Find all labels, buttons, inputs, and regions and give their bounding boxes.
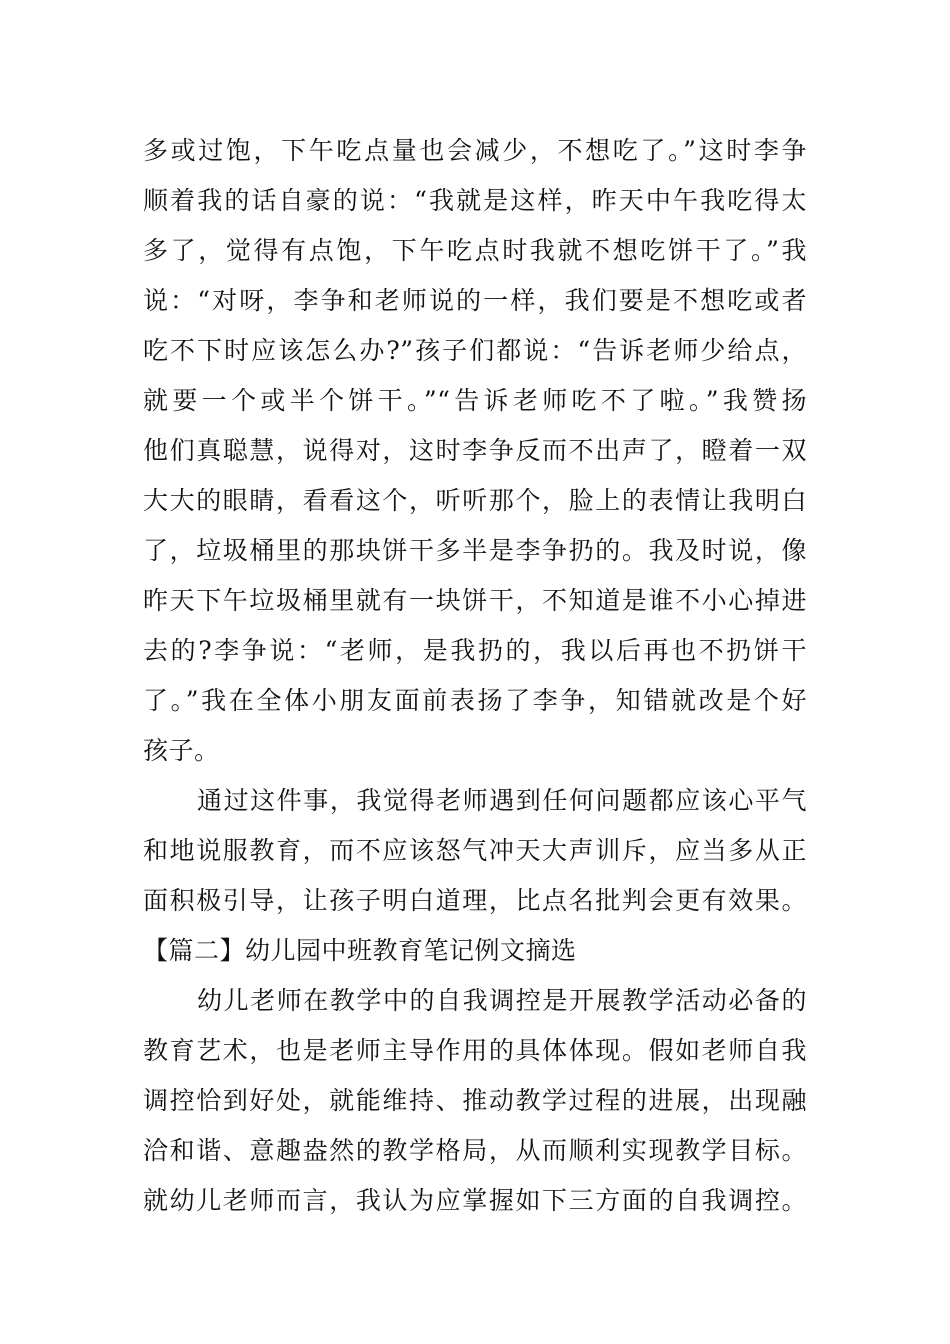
text-line: 去的?李争说：“老师，是我扔的，我以后再也不扔饼干: [143, 636, 807, 665]
text-line: 多或过饱，下午吃点量也会减少，不想吃了。”这时李争: [143, 136, 807, 165]
document-body: [143, 126, 807, 1226]
text-line: 洽和谐、意趣盎然的教学格局，从而顺利实现教学目标。: [143, 1136, 807, 1165]
text-line: 和地说服教育，而不应该怒气冲天大声训斥，应当多从正: [143, 836, 807, 865]
text-line: 说：“对呀，李争和老师说的一样，我们要是不想吃或者: [143, 286, 807, 315]
text-line: 孩子。: [143, 736, 220, 765]
section-heading: [143, 926, 807, 976]
text-line: 顺着我的话自豪的说：“我就是这样，昨天中午我吃得太: [143, 186, 807, 215]
text-line: 面积极引导，让孩子明白道理，比点名批判会更有效果。: [143, 886, 807, 915]
text-line: 就要一个或半个饼干。”“告诉老师吃不了啦。”我赞扬: [143, 386, 807, 415]
text-line: 通过这件事，我觉得老师遇到任何问题都应该心平气: [197, 786, 807, 815]
text-line: 就幼儿老师而言，我认为应掌握如下三方面的自我调控。: [143, 1186, 807, 1215]
heading-line: 【篇二】幼儿园中班教育笔记例文摘选: [143, 936, 577, 965]
text-line: 教育艺术，也是老师主导作用的具体体现。假如老师自我: [143, 1036, 807, 1065]
paragraph: [143, 776, 807, 926]
text-line: 幼儿老师在教学中的自我调控是开展教学活动必备的: [197, 986, 807, 1015]
text-line: 吃不下时应该怎么办?”孩子们都说：“告诉老师少给点，: [143, 336, 807, 365]
text-line: 他们真聪慧，说得对，这时李争反而不出声了，瞪着一双: [143, 436, 807, 465]
text-line: 昨天下午垃圾桶里就有一块饼干，不知道是谁不小心掉进: [143, 586, 807, 615]
text-line: 了。”我在全体小朋友面前表扬了李争，知错就改是个好: [143, 686, 807, 715]
text-line: 调控恰到好处，就能维持、推动教学过程的进展，出现融: [143, 1086, 807, 1115]
text-line: 了，垃圾桶里的那块饼干多半是李争扔的。我及时说，像: [143, 536, 807, 565]
text-line: 多了，觉得有点饱，下午吃点时我就不想吃饼干了。”我: [143, 236, 807, 265]
text-line: 大大的眼睛，看看这个，听听那个，脸上的表情让我明白: [143, 486, 807, 515]
paragraph: [143, 126, 807, 776]
paragraph: [143, 976, 807, 1226]
